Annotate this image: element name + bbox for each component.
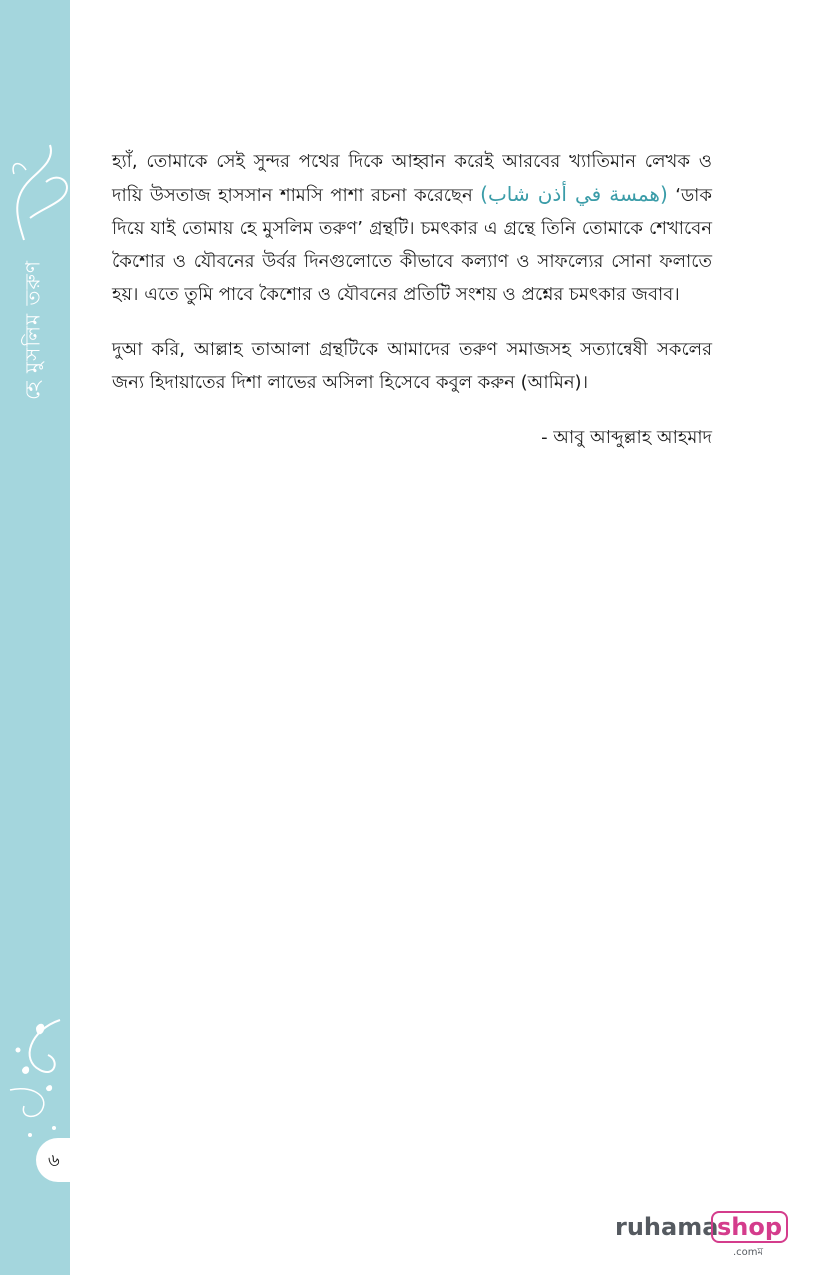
heart-ornament-icon [0, 140, 70, 250]
paragraph-intro [112, 145, 712, 311]
brand-name-part1: ruhama [615, 1213, 719, 1241]
page-number-tab [36, 1138, 96, 1182]
brand-logo [615, 1213, 785, 1261]
author-signature: - আবু আব্দুল্লাহ আহমাদ [541, 427, 712, 448]
floral-swirl-icon [0, 1010, 70, 1150]
main-content [112, 145, 712, 454]
sidebar [0, 0, 70, 1275]
paragraph-intro-part2: ‘ডাক দিয়ে যাই তোমায় হে মুসলিম তরুণ’ গ্রন্থটি। চমৎকার এ গ্রন্থে তিনি তোমাকে শেখাবেন কৈশোর ও যৌবনের উর্বর দিনগুলোতে কীভাবে কল্যাণ ও সাফল্যের সোনা ফলাতে হয়। এতে তুমি পাবে কৈশোর ও যৌবনের প্রতিটি সংশয় ও প্রশ্নের চমৎকার জবাব। [112, 185, 712, 305]
brand-suffix: .comম [733, 1247, 764, 1258]
book-title-vertical: হে মুসলিম তরুণ [20, 260, 45, 400]
page-number: ৬ [48, 1150, 60, 1171]
arabic-book-title: (همسة في أذن شاب) [480, 182, 668, 206]
paragraph-dua: দুআ করি, আল্লাহ তাআলা গ্রন্থটিকে আমাদের তরুণ সমাজসহ সত্যান্বেষী সকলের জন্য হিদায়াতের দিশা লাভের অসিলা হিসেবে কবুল করুন (আমিন)। [112, 339, 712, 393]
paragraph-intro-part1: হ্যাঁ, তোমাকে সেই সুন্দর পথের দিকে আহ্বান করেই আরবের খ্যাতিমান লেখক ও দায়ি উসতাজ হাসসান শামসি পাশা রচনা করেছেন [112, 151, 712, 206]
brand-name-part2: shop [711, 1211, 788, 1243]
